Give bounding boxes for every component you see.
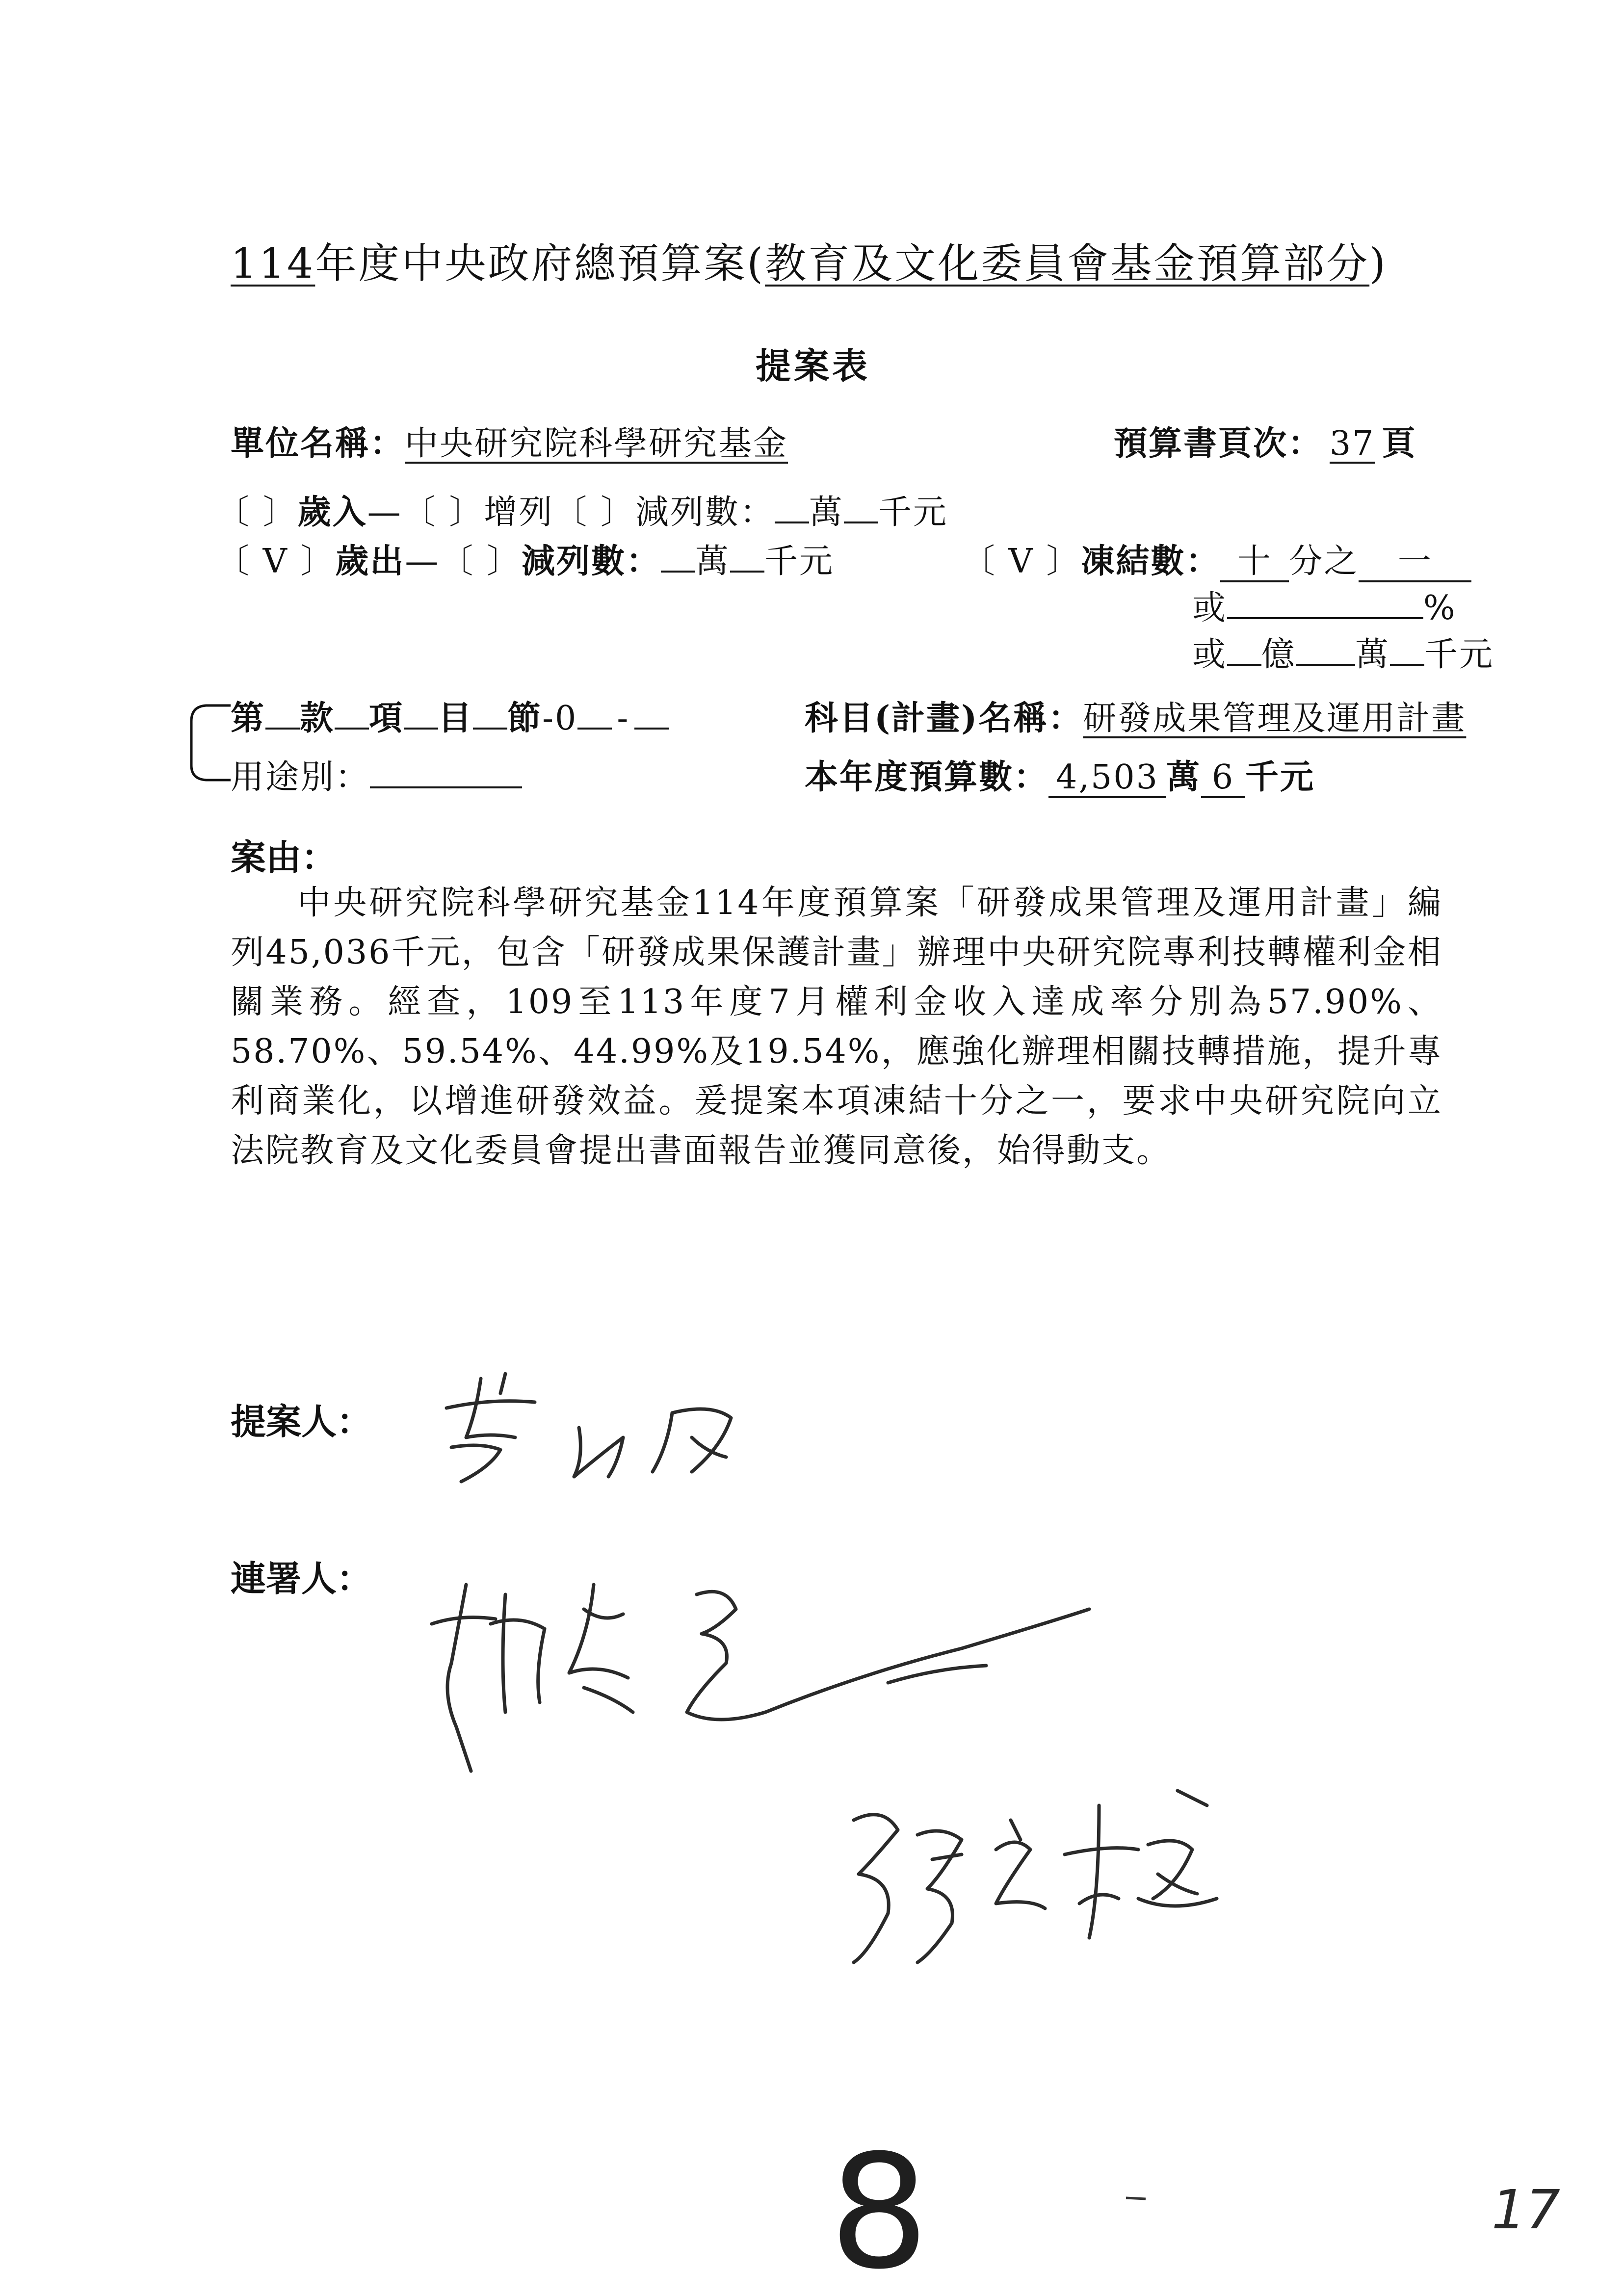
reason-text: 中央研究院科學研究基金114年度預算案「研發成果管理及運用計畫」編列45,036千元，包含「研發成果保護計畫」辦理中央研究院專利技轉權利金相關業務。經查，109至113年度7月權利金收入達成率分別為57.90%、58.70%、59.54%、44.99%及19.54%，應強化辦理相關技轉措施，提升專利商業化，以增進研發效益。爰提案本項凍結十分之一，要求中央研究院向立法院教育及文化委員會提出書面報告並獲同意後，始得動支。 <box>231 884 1442 1170</box>
item-xiang: 項 <box>369 699 404 738</box>
title-mid: 年度中央政府總預算案( <box>315 239 765 287</box>
freeze-label: 凍結數： <box>1081 542 1221 581</box>
freeze-qian-blank[interactable] <box>1390 662 1424 666</box>
freeze-or-2: 或 <box>1192 635 1228 674</box>
title-end: ) <box>1369 239 1388 287</box>
freeze-checkbox[interactable]: 〔 V 〕 <box>962 542 1081 581</box>
expenditure-label: 歲出 <box>335 542 405 581</box>
revenue-qian-blank[interactable] <box>844 520 878 523</box>
revenue-row <box>216 486 948 533</box>
revenue-checkbox[interactable]: 〔 〕 <box>216 493 298 532</box>
title-committee: 教育及文化委員會基金預算部分 <box>765 239 1370 287</box>
usage-blank[interactable] <box>370 784 522 788</box>
budget-row <box>805 751 1315 798</box>
item-extra-blank-1[interactable] <box>577 726 612 730</box>
freeze-yi: 億 <box>1261 635 1297 674</box>
item-jie-value: -0 <box>542 699 578 738</box>
freeze-wan: 萬 <box>1355 635 1390 674</box>
expenditure-qian-blank[interactable] <box>730 569 764 573</box>
item-kuan-blank[interactable] <box>265 726 300 730</box>
revenue-wan: 萬 <box>809 493 844 532</box>
budget-wan-value: 4,503 <box>1048 761 1166 798</box>
freeze-denominator[interactable]: 一 <box>1359 545 1471 582</box>
form-name: 提案表 <box>756 345 871 387</box>
revenue-label: 歲入 <box>297 493 367 532</box>
revenue-add-label: 增列 <box>484 493 554 532</box>
page-number-text: 8 <box>829 2121 929 2296</box>
cosigner-signature-2 <box>834 1776 1325 1982</box>
budget-page-unit: 頁 <box>1382 424 1417 463</box>
revenue-reduce-label: 減列數： <box>635 493 775 532</box>
item-mu-blank[interactable] <box>404 726 438 730</box>
budget-page-value: 37 <box>1330 424 1375 463</box>
budget-label: 本年度預算數： <box>805 757 1049 797</box>
page-title <box>231 231 1388 290</box>
expenditure-wan: 萬 <box>695 542 731 581</box>
item-kuan: 款 <box>300 699 335 738</box>
corner-number: 17 <box>1492 2178 1560 2241</box>
unit-label: 單位名稱： <box>231 424 405 463</box>
freeze-wan-blank[interactable] <box>1296 662 1355 666</box>
unit-row <box>231 417 788 465</box>
freeze-numerator[interactable]: 十 <box>1220 545 1289 582</box>
expenditure-dash: — <box>405 542 440 581</box>
reason-label: 案由： <box>231 836 337 878</box>
expenditure-wan-blank[interactable] <box>661 569 695 573</box>
item-row <box>231 692 669 739</box>
expenditure-qian: 千元 <box>764 542 835 581</box>
budget-page-label: 預算書頁次： <box>1114 424 1323 463</box>
usage-label: 用途別： <box>231 758 370 797</box>
stray-mark <box>1124 2193 1153 2203</box>
handwritten-page-number <box>824 2119 971 2296</box>
item-jie: 節 <box>507 699 543 738</box>
usage-row <box>231 751 522 798</box>
freeze-row <box>962 535 1471 582</box>
freeze-yi-blank[interactable] <box>1227 662 1261 666</box>
item-sep: - <box>617 699 630 738</box>
proposer-label: 提案人： <box>231 1401 372 1442</box>
subject-row <box>805 692 1466 739</box>
proposer-signature <box>417 1364 810 1491</box>
item-bracket <box>177 702 236 785</box>
revenue-add-checkbox[interactable]: 〔 〕 <box>402 493 484 532</box>
revenue-dash: — <box>367 493 402 532</box>
freeze-percent-blank[interactable] <box>1227 615 1423 619</box>
budget-wan-unit: 萬 <box>1166 757 1202 797</box>
cosigner-signature-1 <box>422 1565 1158 1781</box>
unit-value: 中央研究院科學研究基金 <box>405 424 788 463</box>
revenue-qian: 千元 <box>878 493 948 532</box>
expenditure-reduce-checkbox[interactable]: 〔 〕 <box>440 542 522 581</box>
title-year: 114 <box>231 239 315 287</box>
freeze-qian: 千元 <box>1424 635 1494 674</box>
item-di: 第 <box>231 699 266 738</box>
budget-page-row <box>1114 417 1417 465</box>
item-mu: 目 <box>438 699 473 738</box>
subject-label: 科目(計畫)名稱： <box>805 699 1083 738</box>
revenue-wan-blank[interactable] <box>775 520 809 523</box>
item-extra-blank-2[interactable] <box>634 726 669 730</box>
subject-value: 研發成果管理及運用計畫 <box>1083 699 1467 738</box>
item-jie-blank[interactable] <box>473 726 507 730</box>
revenue-reduce-checkbox[interactable]: 〔 〕 <box>553 493 635 532</box>
budget-qian-value: 6 <box>1201 761 1245 798</box>
freeze-or-1: 或 <box>1192 589 1228 627</box>
expenditure-checkbox[interactable]: 〔 V 〕 <box>216 542 336 581</box>
expenditure-reduce-label: 減列數： <box>521 542 661 581</box>
expenditure-row <box>216 535 834 582</box>
freeze-percent-sign: % <box>1423 589 1457 627</box>
item-xiang-blank[interactable] <box>335 726 369 730</box>
freeze-of: 分之 <box>1289 542 1359 581</box>
freeze-amount-row <box>1192 628 1494 676</box>
cosigner-label: 連署人： <box>231 1558 372 1599</box>
budget-qian-unit: 千元 <box>1245 757 1315 797</box>
freeze-percent-row <box>1192 581 1457 629</box>
